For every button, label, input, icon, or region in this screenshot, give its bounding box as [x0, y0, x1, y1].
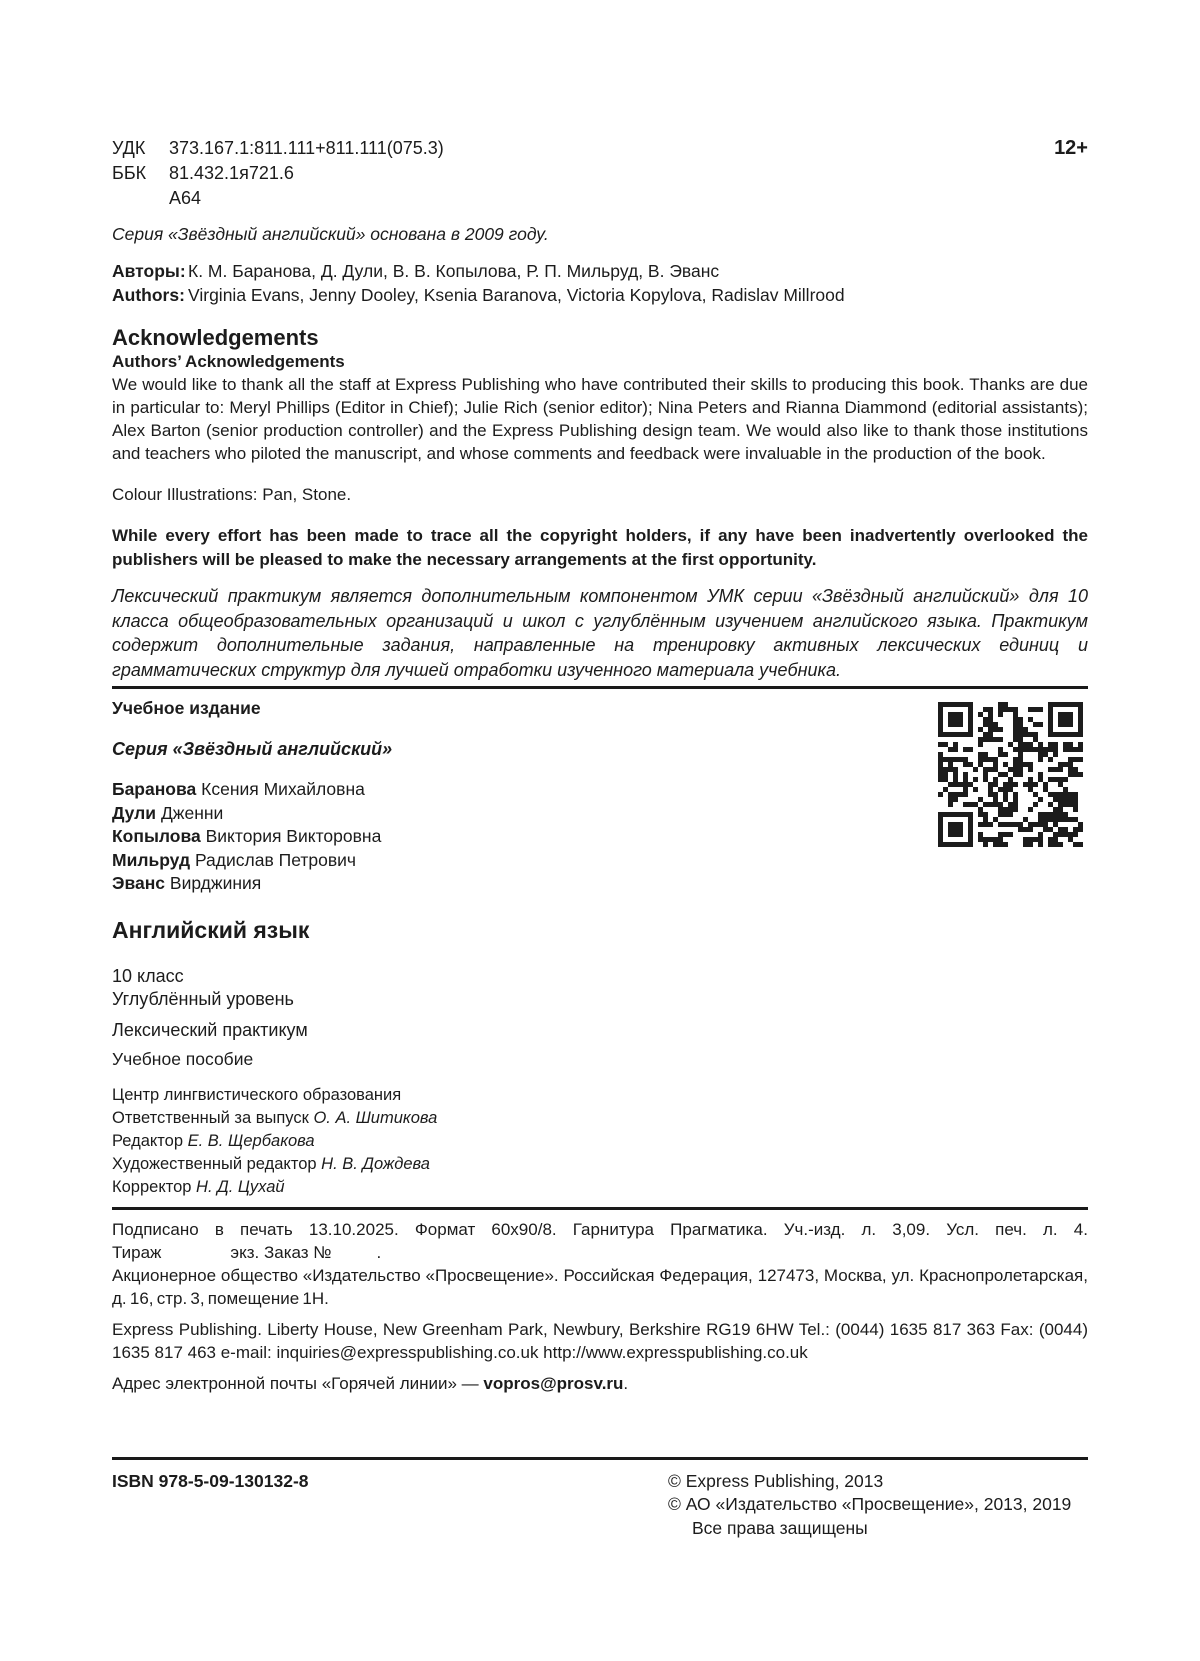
- udk-row: [112, 136, 1088, 161]
- udk-label: УДК: [112, 138, 146, 158]
- edition-author-row: [112, 778, 1088, 802]
- copyright-rights: Все права защищены: [692, 1517, 868, 1538]
- udk-value: 373.167.1:811.111+811.111(075.3): [169, 138, 444, 158]
- grade-block: [112, 965, 1088, 1011]
- bbk-value: 81.432.1я721.6: [169, 163, 294, 183]
- divider-top: [112, 686, 1088, 689]
- author-name: Виктория Викторовна: [205, 826, 382, 846]
- author-surname: Копылова: [112, 826, 201, 846]
- edition-series: Серия «Звёздный английский»: [112, 739, 393, 759]
- center-line: Центр лингвистического образования: [112, 1085, 402, 1104]
- spacer: [112, 186, 169, 211]
- staff-row: [112, 1153, 1088, 1176]
- staff-name: О. А. Шитикова: [313, 1108, 438, 1127]
- author-surname: Мильруд: [112, 849, 191, 870]
- authors-block: [112, 260, 1088, 307]
- grade-line: 10 класс: [112, 965, 184, 986]
- copyright-express: © Express Publishing, 2013: [668, 1470, 884, 1491]
- hotline-email: vopros@prosv.ru: [483, 1373, 624, 1393]
- acknowledgements-body: We would like to thank all the staff at Express Publishing who have contributed their skills to producing this book. Thanks are due in particular to: Meryl Phillips (Editor in Chief); Julie Rich (senior editor); Nina Peters and Rianna Diammond (editorial assistants); Alex Barton (senior production controller) and the Express Publishing design team. We would also like to thank those institutions and teachers who piloted the manuscript, and whose comments and feedback were invaluable in the production of the book.: [112, 375, 1088, 463]
- staff-name: Е. В. Щербакова: [187, 1131, 315, 1150]
- classification-block: [112, 136, 1088, 211]
- bbk-label: ББК: [112, 163, 147, 183]
- acknowledgements-subtitle: Authors’ Acknowledgements: [112, 352, 345, 371]
- edition-author-row: [112, 802, 1088, 826]
- kind-line: Учебное пособие: [112, 1048, 254, 1069]
- staff-role: Редактор: [112, 1131, 184, 1150]
- staff-block: [112, 1084, 1088, 1199]
- staff-row: [112, 1107, 1088, 1130]
- tirazh-label: Тираж: [112, 1242, 162, 1262]
- print-info-block: [112, 1218, 1088, 1264]
- author-name: Радислав Петрович: [194, 849, 357, 870]
- age-rating-badge: 12+: [1054, 137, 1088, 159]
- authors-en-label: Authors:: [112, 284, 185, 305]
- edition-author-row: [112, 849, 1088, 873]
- edition-author-row: [112, 825, 1088, 849]
- subject-title: Английский язык: [112, 916, 310, 943]
- author-surname: Дули: [112, 802, 157, 823]
- publisher-address-ru: Акционерное общество «Издательство «Просвещение». Российская Федерация, 127473, Москва, ул. Краснопролетарская, д. 16, стр. 3, помещение 1Н.: [112, 1265, 1088, 1308]
- authors-en-row: [112, 284, 1088, 308]
- authors-ru-row: [112, 260, 1088, 284]
- print-info-line: Подписано в печать 13.10.2025. Формат 60х90/8. Гарнитура Прагматика. Уч.-изд. л. 3,09. Усл. печ. л. 4.: [112, 1219, 1088, 1239]
- staff-role: Ответственный за выпуск: [112, 1108, 309, 1127]
- bbk-row: [112, 161, 1088, 186]
- publisher-address-en: Express Publishing. Liberty House, New Greenham Park, Newbury, Berkshire RG19 6HW Tel.: (0044) 1635 817 363 Fax: (0044) 1635 817 463 e-mail: inquiries@expresspublishing.co.uk http://www.expresspublishing.co.uk: [112, 1319, 1088, 1362]
- author-surname: Баранова: [112, 779, 197, 799]
- authors-en-value: Virginia Evans, Jenny Dooley, Ksenia Baranova, Victoria Kopylova, Radislav Millrood: [188, 284, 845, 305]
- copyright-prosv: © АО «Издательство «Просвещение», 2013, 2019: [668, 1494, 1072, 1514]
- author-name: Дженни: [160, 802, 224, 823]
- staff-name: Н. В. Дождева: [321, 1154, 430, 1173]
- hotline-line: [112, 1372, 1088, 1395]
- staff-role: Корректор: [112, 1177, 192, 1196]
- authors-ru-label: Авторы:: [112, 261, 186, 281]
- tirazh-unit: экз. Заказ №: [230, 1242, 332, 1262]
- staff-role: Художественный редактор: [112, 1154, 317, 1173]
- staff-row: [112, 1176, 1088, 1199]
- copyright-block: [668, 1470, 1088, 1541]
- edition-authors-list: [112, 778, 1088, 896]
- staff-name: Н. Д. Цухай: [196, 1177, 285, 1196]
- author-name: Вирджиния: [169, 873, 262, 893]
- authors-ru-value: К. М. Баранова, Д. Дули, В. В. Копылова, Р. П. Мильруд, В. Эванс: [188, 261, 720, 281]
- hotline-end: .: [623, 1373, 629, 1393]
- author-name: Ксения Михайловна: [201, 779, 365, 799]
- level-line: Углублённый уровень: [112, 988, 294, 1009]
- edition-author-row: [112, 872, 1088, 896]
- acknowledgements-title: Acknowledgements: [112, 325, 319, 350]
- footer: [112, 1470, 1088, 1541]
- author-surname: Эванс: [112, 873, 166, 893]
- isbn: ISBN 978-5-09-130132-8: [112, 1470, 309, 1491]
- hotline-label: Адрес электронной почты «Горячей линии» —: [112, 1373, 479, 1393]
- page-content: [112, 136, 1088, 1540]
- divider-bottom: [112, 1457, 1088, 1460]
- tirazh-end: .: [376, 1242, 382, 1262]
- divider-middle: [112, 1207, 1088, 1210]
- copyright-notice: While every effort has been made to trace all the copyright holders, if any have been inadvertently overlooked the publishers will be pleased to make the necessary arrangements at the first opportunity.: [112, 526, 1088, 569]
- staff-row: [112, 1130, 1088, 1153]
- annotation: Лексический практикум является дополнительным компонентом УМК серии «Звёздный английский» для 10 класса общеобразовательных организаций и школ с углублённым изучением английского языка. Практикум содержит дополнительные задания, направленные на тренировку активных лексических единиц и грамматических структур для лучшей отработки изученного материала учебника.: [112, 586, 1088, 680]
- auth-sign-row: [112, 186, 1088, 211]
- series-founded-note: Серия «Звёздный английский» основана в 2009 году.: [112, 224, 549, 244]
- auth-sign: А64: [169, 188, 202, 208]
- colour-illustrations-credit: Colour Illustrations: Pan, Stone.: [112, 485, 352, 504]
- tirazh-line: [112, 1241, 1088, 1264]
- component-line: Лексический практикум: [112, 1019, 308, 1040]
- edition-type: Учебное издание: [112, 698, 261, 718]
